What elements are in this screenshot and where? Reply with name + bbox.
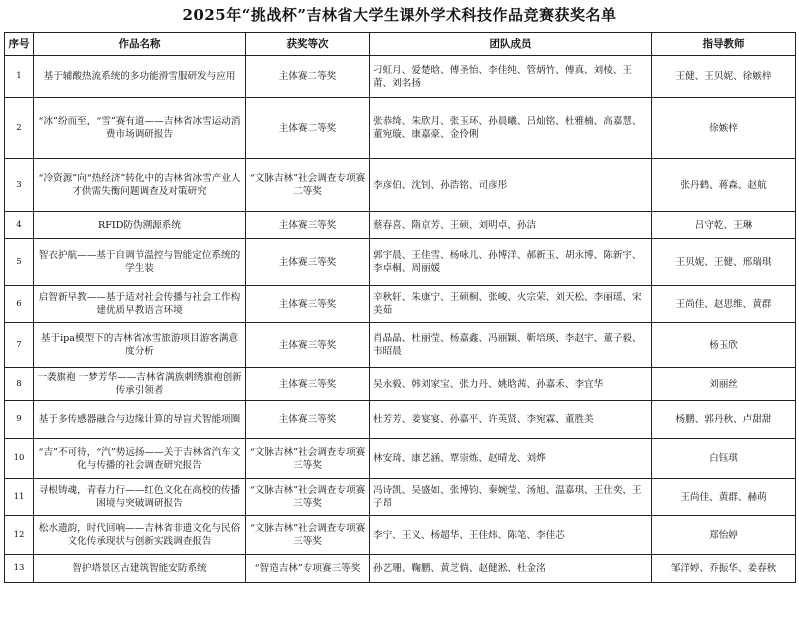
advisor: 王健、王贝妮、徐嫉梓 bbox=[652, 56, 796, 98]
award-level: 主体赛二等奖 bbox=[246, 98, 370, 159]
row-number: 5 bbox=[5, 239, 34, 286]
work-title: “冰”纷而至，“雪”赛有道——吉林省冰雪运动消费市场调研报告 bbox=[34, 98, 246, 159]
award-level: “文脉吉林”社会调查专项赛三等奖 bbox=[246, 479, 370, 516]
team-members: 李宁、王义、杨超华、王佳炜、陈笔、李佳芯 bbox=[370, 516, 652, 555]
work-title: 基于ipa模型下的吉林省冰雪旅游项目游客满意度分析 bbox=[34, 323, 246, 368]
table-row bbox=[5, 239, 796, 286]
award-level: 主体赛三等奖 bbox=[246, 323, 370, 368]
award-level: “文脉吉林”社会调查专项赛三等奖 bbox=[246, 439, 370, 479]
work-title: 启智新早教——基于适对社会传播与社会工作构建优质早教语言环境 bbox=[34, 286, 246, 323]
team-members: 肖晶晶、杜丽莹、杨嘉鑫、冯丽颖、靳培瑛、李赵宇、董子毅、韦昭晨 bbox=[370, 323, 652, 368]
award-level: 主体赛三等奖 bbox=[246, 368, 370, 401]
header-teacher: 指导教师 bbox=[652, 33, 796, 56]
team-members: 吴永毅、韩刘家宝、张力丹、姚晗茜、孙嘉禾、李宜华 bbox=[370, 368, 652, 401]
award-table bbox=[4, 32, 796, 583]
row-number: 10 bbox=[5, 439, 34, 479]
team-members: 郭宇晨、王佳雪、杨咏儿、孙博洋、郝新玉、胡永博、陈新宇、李卓桐、周丽媛 bbox=[370, 239, 652, 286]
header-number: 序号 bbox=[5, 33, 34, 56]
table-row bbox=[5, 516, 796, 555]
award-level: “文脉吉林”社会调查专项赛二等奖 bbox=[246, 159, 370, 212]
advisor: 张丹鹤、蒋森、赵航 bbox=[652, 159, 796, 212]
advisor: 杨鹏、郭丹秋、卢甜甜 bbox=[652, 401, 796, 439]
work-title: 松水遗韵，时代回响——吉林省非遗文化与民俗文化传承现状与创新实践调查报告 bbox=[34, 516, 246, 555]
team-members: 辛秋轩、朱康宁、王硕桐、张峻、火宗荣、刘天松、李丽瑶、宋美茹 bbox=[370, 286, 652, 323]
table-row bbox=[5, 555, 796, 583]
table-row bbox=[5, 323, 796, 368]
award-level: 主体赛二等奖 bbox=[246, 56, 370, 98]
award-level: “智造吉林”专项赛三等奖 bbox=[246, 555, 370, 583]
team-members: 孙艺珊、鞠鹏、黄芝倘、赵健淞、杜金洺 bbox=[370, 555, 652, 583]
team-members: 刁虹月、爱楚晗、傅圣怡、李佳纯、管炳竹、傅真、刘棱、王莆、刘名扬 bbox=[370, 56, 652, 98]
header-award: 获奖等次 bbox=[246, 33, 370, 56]
row-number: 11 bbox=[5, 479, 34, 516]
work-title: 基于多传感器融合与边缘计算的导盲犬智能项圈 bbox=[34, 401, 246, 439]
award-level: 主体赛三等奖 bbox=[246, 212, 370, 239]
team-members: 林安琦、康艺涵、覃崇炼、赵晴龙、刘烨 bbox=[370, 439, 652, 479]
row-number: 12 bbox=[5, 516, 34, 555]
row-number: 8 bbox=[5, 368, 34, 401]
advisor: 郑怡婷 bbox=[652, 516, 796, 555]
table-row bbox=[5, 98, 796, 159]
award-level: “文脉吉林”社会调查专项赛三等奖 bbox=[246, 516, 370, 555]
advisor: 白钰琪 bbox=[652, 439, 796, 479]
row-number: 7 bbox=[5, 323, 34, 368]
advisor: 刘丽丝 bbox=[652, 368, 796, 401]
work-title: RFID防伪溯源系统 bbox=[34, 212, 246, 239]
award-level: 主体赛三等奖 bbox=[246, 401, 370, 439]
table-row bbox=[5, 56, 796, 98]
advisor: 邹洋婷、乔振华、姜春秋 bbox=[652, 555, 796, 583]
table-row bbox=[5, 286, 796, 323]
row-number: 2 bbox=[5, 98, 34, 159]
team-members: 蔡春喜、隋京芳、王硕、刘明卓、孙洁 bbox=[370, 212, 652, 239]
advisor: 王尚佳、赵思维、黄群 bbox=[652, 286, 796, 323]
row-number: 4 bbox=[5, 212, 34, 239]
team-members: 杜芳芳、姜宴宴、孙嘉平、许英贤、李宛霖、董胜美 bbox=[370, 401, 652, 439]
advisor: 吕守乾、王琳 bbox=[652, 212, 796, 239]
table-row bbox=[5, 212, 796, 239]
team-members: 张恭绮、朱欣月、张玉环、孙晨曦、吕灿铭、杜雅楠、高嘉慧、董宛璇、康嘉豪、金伶俐 bbox=[370, 98, 652, 159]
table-row bbox=[5, 401, 796, 439]
table-row bbox=[5, 479, 796, 516]
table-row bbox=[5, 368, 796, 401]
row-number: 6 bbox=[5, 286, 34, 323]
advisor: 王贝妮、王健、邢瑞琪 bbox=[652, 239, 796, 286]
work-title: 基于辅酸热流系统的多功能滑雪服研发与应用 bbox=[34, 56, 246, 98]
work-title: 一袭旗袍 一梦芳华——吉林省满族刺绣旗袍创新传承引领者 bbox=[34, 368, 246, 401]
row-number: 1 bbox=[5, 56, 34, 98]
document-title: 2025年“挑战杯”吉林省大学生课外学术科技作品竞赛获奖名单 bbox=[182, 6, 617, 24]
team-members: 冯诗凯、吴盛如、张博钧、秦婉莹、汤旭、温嘉琪、王仕奕、王子昂 bbox=[370, 479, 652, 516]
table-header-row bbox=[5, 33, 796, 56]
work-title: “冷资源”向“热经济”转化中的吉林省冰雪产业人才供需失衡问题调查及对策研究 bbox=[34, 159, 246, 212]
advisor: 王尚佳、黄群、赫萌 bbox=[652, 479, 796, 516]
header-title: 作品名称 bbox=[34, 33, 246, 56]
advisor: 杨玉欣 bbox=[652, 323, 796, 368]
advisor: 徐嫉梓 bbox=[652, 98, 796, 159]
row-number: 13 bbox=[5, 555, 34, 583]
header-members: 团队成员 bbox=[370, 33, 652, 56]
work-title: 寻根铸魂，青春力行——红色文化在高校的传播困境与突破调研报告 bbox=[34, 479, 246, 516]
work-title: 智护塔景区古建筑智能安防系统 bbox=[34, 555, 246, 583]
team-members: 李彦伯、沈钊、孙浩铭、司彦彤 bbox=[370, 159, 652, 212]
table-row bbox=[5, 439, 796, 479]
table-row bbox=[5, 159, 796, 212]
work-title: “吉”不可待，“汽”势远扬——关于吉林省汽车文化与传播的社会调查研究报告 bbox=[34, 439, 246, 479]
work-title: 智衣护航——基于自调节温控与智能定位系统的学生装 bbox=[34, 239, 246, 286]
row-number: 9 bbox=[5, 401, 34, 439]
award-level: 主体赛三等奖 bbox=[246, 239, 370, 286]
row-number: 3 bbox=[5, 159, 34, 212]
award-level: 主体赛三等奖 bbox=[246, 286, 370, 323]
